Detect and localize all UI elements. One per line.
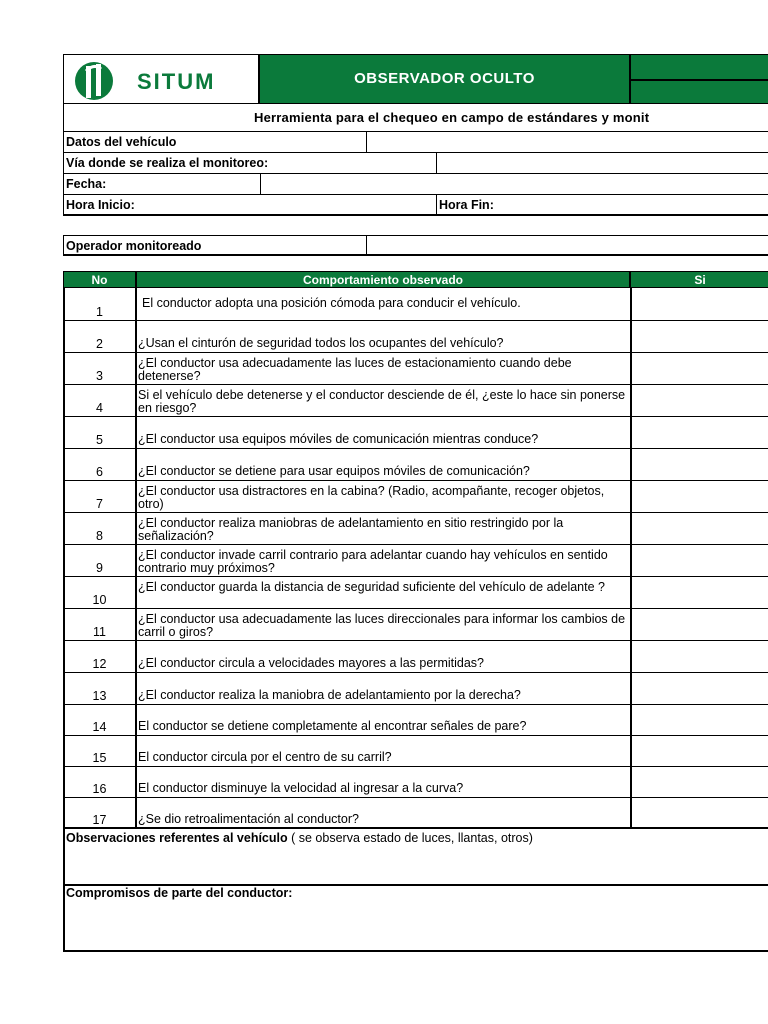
row-question: El conductor adopta una posición cómoda para conducir el vehículo.	[142, 296, 521, 310]
fecha-label: Fecha:	[66, 177, 107, 191]
row-number: 3	[96, 369, 103, 383]
row-number: 5	[96, 433, 103, 447]
si-cell[interactable]	[630, 641, 768, 673]
row-number: 11	[93, 625, 106, 639]
row-question: ¿El conductor realiza maniobras de adelantamiento en sitio restringido por la señalización?	[138, 516, 564, 543]
via-row	[63, 153, 768, 174]
compromisos-box[interactable]	[63, 886, 768, 952]
row-number: 10	[92, 593, 107, 607]
row-number: 13	[92, 689, 107, 703]
si-cell[interactable]	[630, 798, 768, 829]
si-cell[interactable]	[630, 577, 768, 609]
header-right-bottom	[630, 80, 768, 104]
observaciones-text	[66, 831, 533, 845]
observaciones-box[interactable]	[63, 829, 768, 886]
row-number: 16	[92, 782, 107, 796]
situm-logo-icon	[74, 61, 132, 101]
row-question: Si el vehículo debe detenerse y el conductor desciende de él, ¿este lo hace sin ponerse en riesgo?	[138, 388, 626, 415]
si-cell[interactable]	[630, 385, 768, 417]
fecha-row	[63, 174, 768, 195]
row-question: ¿El conductor realiza la maniobra de adelantamiento por la derecha?	[138, 688, 521, 702]
row-number: 6	[96, 465, 103, 479]
si-cell[interactable]	[630, 288, 768, 321]
si-cell[interactable]	[630, 449, 768, 481]
via-field[interactable]	[437, 153, 768, 173]
si-cell[interactable]	[630, 545, 768, 577]
row-question: ¿Usan el cinturón de seguridad todos los ocupantes del vehículo?	[138, 336, 504, 350]
vehicle-label: Datos del vehículo	[66, 135, 177, 149]
row-question: ¿El conductor se detiene para usar equipos móviles de comunicación?	[138, 464, 530, 478]
si-cell[interactable]	[630, 609, 768, 641]
page-title: OBSERVADOR OCULTO	[354, 70, 535, 87]
row-number: 14	[92, 720, 107, 734]
row-number: 4	[96, 401, 103, 415]
col-no-header: No	[63, 271, 136, 288]
observaciones-note: ( se observa estado de luces, llantas, otros)	[287, 831, 533, 845]
operador-row	[63, 235, 768, 256]
si-cell[interactable]	[630, 736, 768, 767]
row-question: ¿El conductor usa equipos móviles de comunicación mientras conduce?	[138, 432, 539, 446]
row-question: El conductor circula por el centro de su carril?	[138, 750, 392, 764]
si-cell[interactable]	[630, 767, 768, 798]
hora-inicio-label: Hora Inicio:	[66, 198, 135, 212]
operador-label: Operador monitoreado	[66, 239, 202, 253]
row-number: 12	[92, 657, 107, 671]
operador-field[interactable]	[367, 236, 768, 255]
si-cell[interactable]	[630, 417, 768, 449]
hora-row	[63, 195, 768, 216]
via-label: Vía donde se realiza el monitoreo:	[66, 156, 269, 170]
si-cell[interactable]	[630, 673, 768, 705]
row-question: ¿El conductor usa adecuadamente las luces de estacionamiento cuando debe detenerse?	[138, 356, 572, 383]
row-number: 17	[92, 813, 107, 827]
row-number: 7	[96, 497, 103, 511]
compromisos-label: Compromisos de parte del conductor:	[66, 886, 293, 900]
row-number: 8	[96, 529, 103, 543]
row-number: 15	[92, 751, 107, 765]
row-number: 1	[96, 305, 103, 319]
vehicle-field[interactable]	[367, 132, 768, 152]
subtitle: Herramienta para el chequeo en campo de estándares y monit	[254, 110, 650, 125]
vehicle-row	[63, 132, 768, 153]
row-question: ¿El conductor invade carril contrario para adelantar cuando hay vehículos en sentido contrario muy próximos?	[138, 548, 608, 575]
observaciones-label: Observaciones referentes al vehículo	[66, 831, 288, 845]
hora-fin-label: Hora Fin:	[439, 198, 494, 212]
si-cell[interactable]	[630, 705, 768, 736]
row-number: 9	[96, 561, 103, 575]
si-cell[interactable]	[630, 353, 768, 385]
hora-divider	[436, 195, 437, 215]
fecha-field[interactable]	[261, 174, 768, 194]
row-question: ¿Se dio retroalimentación al conductor?	[138, 812, 359, 826]
row-question: ¿El conductor usa adecuadamente las luces direccionales para informar los cambios de carril o giros?	[138, 612, 626, 639]
row-question: ¿El conductor usa distractores en la cabina? (Radio, acompañante, recoger objetos, otro)	[138, 484, 605, 511]
subtitle-cell	[63, 104, 768, 132]
row-question: ¿El conductor guarda la distancia de seguridad suficiente del vehículo de adelante ?	[138, 580, 605, 594]
si-cell[interactable]	[630, 481, 768, 513]
brand-name: SITUM	[137, 69, 216, 94]
col-comportamiento-header: Comportamiento observado	[136, 271, 630, 288]
col-si-header: Si	[630, 271, 768, 288]
si-cell[interactable]	[630, 513, 768, 545]
row-number: 2	[96, 337, 103, 351]
si-cell[interactable]	[630, 321, 768, 353]
row-question: El conductor disminuye la velocidad al ingresar a la curva?	[138, 781, 464, 795]
row-question: ¿El conductor circula a velocidades mayores a las permitidas?	[138, 656, 484, 670]
row-question: El conductor se detiene completamente al encontrar señales de pare?	[138, 719, 527, 733]
header-right-top	[630, 54, 768, 80]
title-cell	[259, 54, 630, 104]
logo-cell	[63, 54, 259, 104]
